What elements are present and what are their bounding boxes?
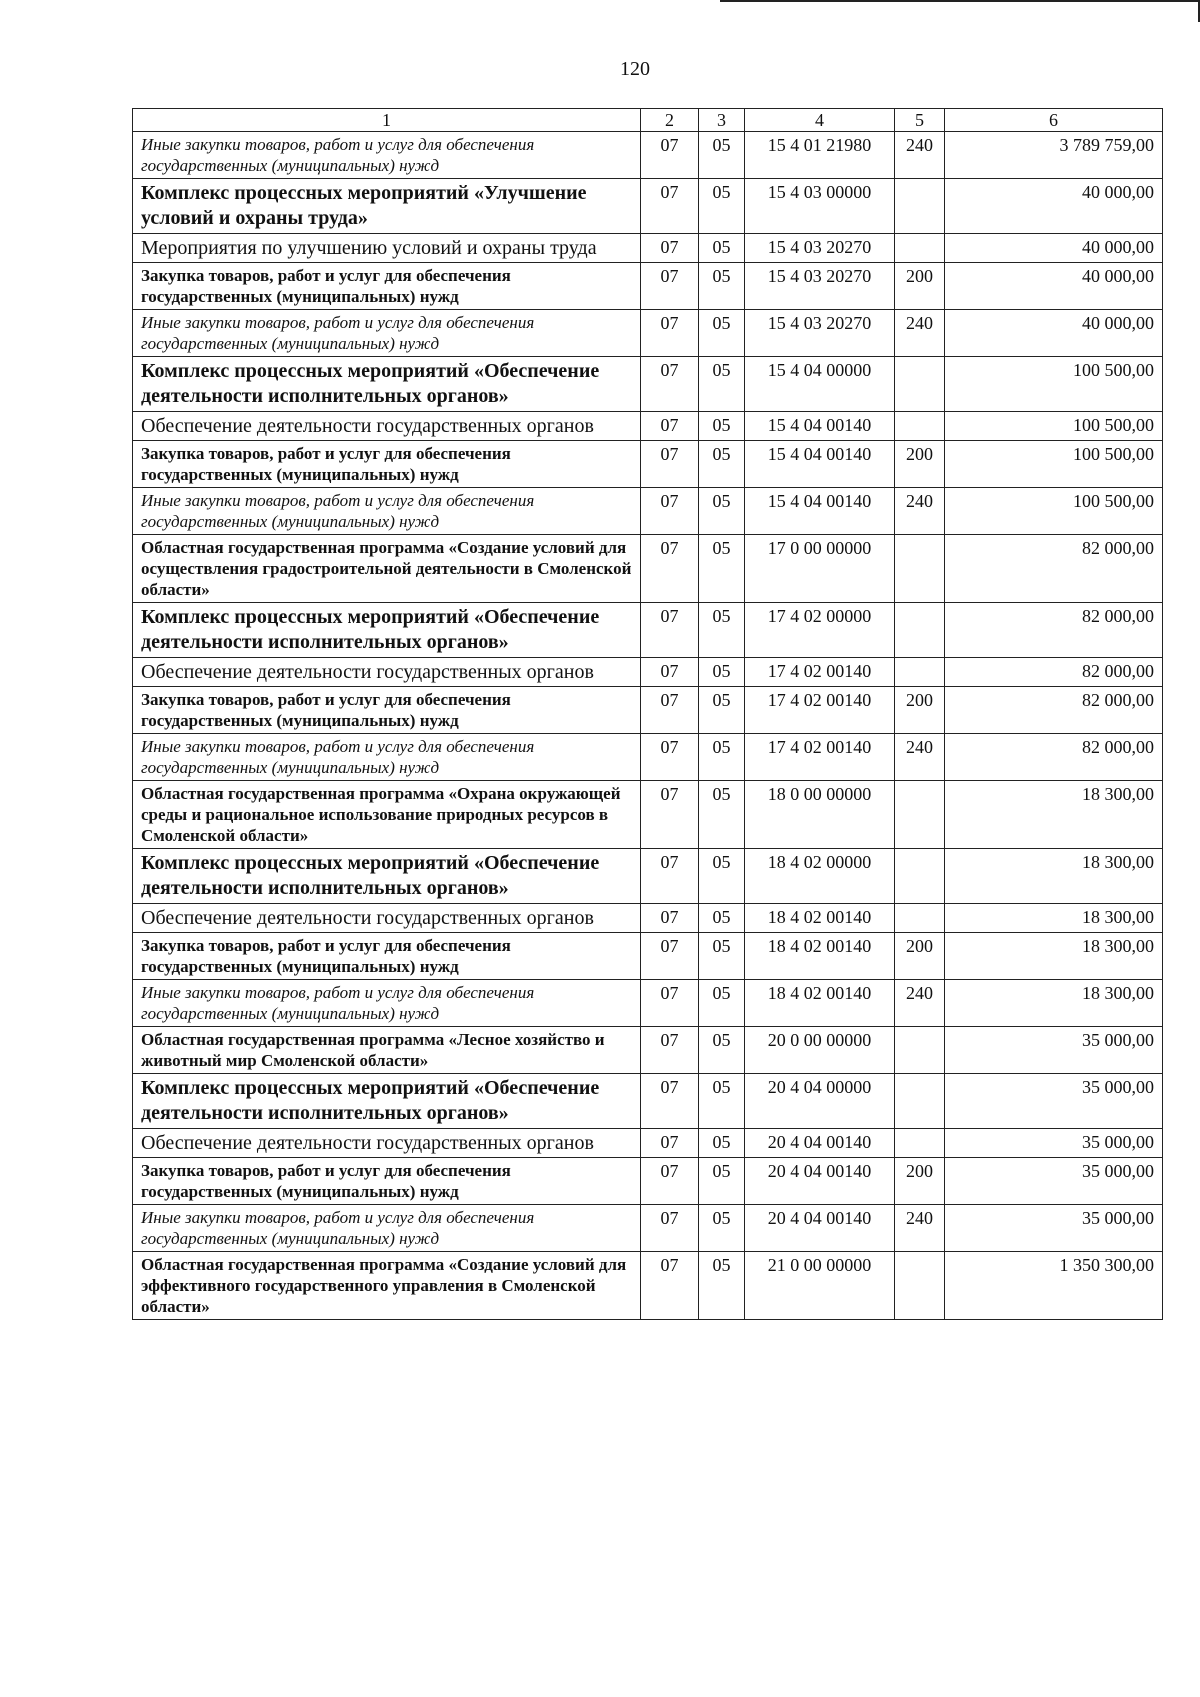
target-article-code: 18 4 02 00140 <box>745 904 895 933</box>
section-code: 07 <box>641 1074 699 1129</box>
item-name: Областная государственная программа «Охрана окружающей среды и рациональное использование природных ресурсов в Смоленской области» <box>133 781 641 849</box>
amount: 35 000,00 <box>945 1074 1163 1129</box>
table-row <box>133 781 1163 849</box>
target-article-code: 18 4 02 00140 <box>745 933 895 980</box>
table-row <box>133 849 1163 904</box>
table-row <box>133 1074 1163 1129</box>
expense-type-code: 200 <box>895 441 945 488</box>
amount: 82 000,00 <box>945 658 1163 687</box>
subsection-code: 05 <box>699 263 745 310</box>
expense-type-code: 240 <box>895 488 945 535</box>
section-code: 07 <box>641 904 699 933</box>
target-article-code: 17 4 02 00000 <box>745 603 895 658</box>
section-code: 07 <box>641 781 699 849</box>
table-body <box>133 132 1163 1320</box>
item-name: Комплекс процессных мероприятий «Обеспечение деятельности исполнительных органов» <box>133 1074 641 1129</box>
table-row <box>133 132 1163 179</box>
expense-type-code <box>895 781 945 849</box>
item-name: Комплекс процессных мероприятий «Улучшение условий и охраны труда» <box>133 179 641 234</box>
target-article-code: 20 4 04 00140 <box>745 1129 895 1158</box>
target-article-code: 18 0 00 00000 <box>745 781 895 849</box>
table-row <box>133 1252 1163 1320</box>
expense-type-code: 240 <box>895 980 945 1027</box>
expense-type-code <box>895 904 945 933</box>
header-col-4: 4 <box>745 109 895 132</box>
subsection-code: 05 <box>699 357 745 412</box>
section-code: 07 <box>641 603 699 658</box>
amount: 40 000,00 <box>945 263 1163 310</box>
table-row <box>133 603 1163 658</box>
subsection-code: 05 <box>699 488 745 535</box>
table-row <box>133 357 1163 412</box>
subsection-code: 05 <box>699 179 745 234</box>
item-name: Обеспечение деятельности государственных органов <box>133 412 641 441</box>
expense-type-code: 240 <box>895 310 945 357</box>
expense-type-code <box>895 849 945 904</box>
amount: 35 000,00 <box>945 1129 1163 1158</box>
section-code: 07 <box>641 849 699 904</box>
item-name: Закупка товаров, работ и услуг для обеспечения государственных (муниципальных) нужд <box>133 441 641 488</box>
section-code: 07 <box>641 687 699 734</box>
section-code: 07 <box>641 488 699 535</box>
table-row <box>133 310 1163 357</box>
expense-type-code <box>895 658 945 687</box>
section-code: 07 <box>641 1158 699 1205</box>
item-name: Областная государственная программа «Создание условий для эффективного государственного управления в Смоленской области» <box>133 1252 641 1320</box>
expense-type-code: 200 <box>895 687 945 734</box>
table-row <box>133 1205 1163 1252</box>
item-name: Иные закупки товаров, работ и услуг для обеспечения государственных (муниципальных) нужд <box>133 310 641 357</box>
subsection-code: 05 <box>699 781 745 849</box>
target-article-code: 15 4 03 20270 <box>745 234 895 263</box>
expense-type-code: 240 <box>895 1205 945 1252</box>
subsection-code: 05 <box>699 1027 745 1074</box>
expense-type-code <box>895 1129 945 1158</box>
expense-type-code: 240 <box>895 734 945 781</box>
item-name: Иные закупки товаров, работ и услуг для обеспечения государственных (муниципальных) нужд <box>133 980 641 1027</box>
subsection-code: 05 <box>699 310 745 357</box>
target-article-code: 18 4 02 00140 <box>745 980 895 1027</box>
subsection-code: 05 <box>699 658 745 687</box>
target-article-code: 15 4 04 00140 <box>745 441 895 488</box>
target-article-code: 15 4 03 20270 <box>745 263 895 310</box>
amount: 35 000,00 <box>945 1027 1163 1074</box>
section-code: 07 <box>641 310 699 357</box>
table-row <box>133 234 1163 263</box>
expense-type-code: 240 <box>895 132 945 179</box>
table-row <box>133 412 1163 441</box>
item-name: Закупка товаров, работ и услуг для обеспечения государственных (муниципальных) нужд <box>133 933 641 980</box>
subsection-code: 05 <box>699 687 745 734</box>
expense-type-code: 200 <box>895 933 945 980</box>
target-article-code: 15 4 04 00140 <box>745 488 895 535</box>
section-code: 07 <box>641 1205 699 1252</box>
table-row <box>133 1129 1163 1158</box>
target-article-code: 20 0 00 00000 <box>745 1027 895 1074</box>
section-code: 07 <box>641 179 699 234</box>
section-code: 07 <box>641 1252 699 1320</box>
subsection-code: 05 <box>699 734 745 781</box>
target-article-code: 15 4 01 21980 <box>745 132 895 179</box>
header-col-2: 2 <box>641 109 699 132</box>
amount: 82 000,00 <box>945 734 1163 781</box>
expense-type-code <box>895 603 945 658</box>
item-name: Обеспечение деятельности государственных органов <box>133 904 641 933</box>
section-code: 07 <box>641 933 699 980</box>
amount: 40 000,00 <box>945 310 1163 357</box>
top-border-line <box>720 0 1200 2</box>
target-article-code: 20 4 04 00140 <box>745 1158 895 1205</box>
target-article-code: 15 4 04 00000 <box>745 357 895 412</box>
amount: 100 500,00 <box>945 412 1163 441</box>
section-code: 07 <box>641 234 699 263</box>
subsection-code: 05 <box>699 1158 745 1205</box>
subsection-code: 05 <box>699 603 745 658</box>
amount: 100 500,00 <box>945 488 1163 535</box>
target-article-code: 15 4 03 00000 <box>745 179 895 234</box>
item-name: Обеспечение деятельности государственных органов <box>133 1129 641 1158</box>
amount: 100 500,00 <box>945 441 1163 488</box>
subsection-code: 05 <box>699 904 745 933</box>
amount: 82 000,00 <box>945 535 1163 603</box>
amount: 18 300,00 <box>945 849 1163 904</box>
item-name: Иные закупки товаров, работ и услуг для обеспечения государственных (муниципальных) нужд <box>133 1205 641 1252</box>
table-row <box>133 658 1163 687</box>
target-article-code: 21 0 00 00000 <box>745 1252 895 1320</box>
expense-type-code <box>895 412 945 441</box>
amount: 18 300,00 <box>945 781 1163 849</box>
target-article-code: 15 4 03 20270 <box>745 310 895 357</box>
section-code: 07 <box>641 412 699 441</box>
item-name: Иные закупки товаров, работ и услуг для обеспечения государственных (муниципальных) нужд <box>133 132 641 179</box>
section-code: 07 <box>641 535 699 603</box>
subsection-code: 05 <box>699 933 745 980</box>
table-row <box>133 687 1163 734</box>
target-article-code: 18 4 02 00000 <box>745 849 895 904</box>
amount: 35 000,00 <box>945 1205 1163 1252</box>
subsection-code: 05 <box>699 849 745 904</box>
subsection-code: 05 <box>699 535 745 603</box>
subsection-code: 05 <box>699 412 745 441</box>
amount: 40 000,00 <box>945 179 1163 234</box>
item-name: Мероприятия по улучшению условий и охраны труда <box>133 234 641 263</box>
amount: 82 000,00 <box>945 687 1163 734</box>
amount: 1 350 300,00 <box>945 1252 1163 1320</box>
subsection-code: 05 <box>699 1252 745 1320</box>
amount: 18 300,00 <box>945 904 1163 933</box>
header-row <box>133 109 1163 132</box>
table-row <box>133 441 1163 488</box>
item-name: Иные закупки товаров, работ и услуг для обеспечения государственных (муниципальных) нужд <box>133 488 641 535</box>
amount: 82 000,00 <box>945 603 1163 658</box>
subsection-code: 05 <box>699 234 745 263</box>
header-col-6: 6 <box>945 109 1163 132</box>
amount: 18 300,00 <box>945 980 1163 1027</box>
expense-type-code <box>895 1074 945 1129</box>
target-article-code: 20 4 04 00000 <box>745 1074 895 1129</box>
target-article-code: 20 4 04 00140 <box>745 1205 895 1252</box>
expense-type-code <box>895 535 945 603</box>
table-row <box>133 1027 1163 1074</box>
section-code: 07 <box>641 1027 699 1074</box>
section-code: 07 <box>641 263 699 310</box>
item-name: Закупка товаров, работ и услуг для обеспечения государственных (муниципальных) нужд <box>133 1158 641 1205</box>
expense-type-code <box>895 1027 945 1074</box>
subsection-code: 05 <box>699 1129 745 1158</box>
amount: 3 789 759,00 <box>945 132 1163 179</box>
table-row <box>133 263 1163 310</box>
target-article-code: 15 4 04 00140 <box>745 412 895 441</box>
table-row <box>133 1158 1163 1205</box>
section-code: 07 <box>641 357 699 412</box>
table-row <box>133 933 1163 980</box>
expense-type-code: 200 <box>895 263 945 310</box>
item-name: Обеспечение деятельности государственных органов <box>133 658 641 687</box>
section-code: 07 <box>641 734 699 781</box>
table-row <box>133 488 1163 535</box>
expense-type-code <box>895 234 945 263</box>
section-code: 07 <box>641 658 699 687</box>
table-row <box>133 179 1163 234</box>
item-name: Комплекс процессных мероприятий «Обеспечение деятельности исполнительных органов» <box>133 849 641 904</box>
item-name: Закупка товаров, работ и услуг для обеспечения государственных (муниципальных) нужд <box>133 687 641 734</box>
item-name: Комплекс процессных мероприятий «Обеспечение деятельности исполнительных органов» <box>133 357 641 412</box>
subsection-code: 05 <box>699 1205 745 1252</box>
amount: 40 000,00 <box>945 234 1163 263</box>
header-col-1: 1 <box>133 109 641 132</box>
amount: 100 500,00 <box>945 357 1163 412</box>
target-article-code: 17 4 02 00140 <box>745 658 895 687</box>
subsection-code: 05 <box>699 1074 745 1129</box>
amount: 18 300,00 <box>945 933 1163 980</box>
header-col-5: 5 <box>895 109 945 132</box>
section-code: 07 <box>641 1129 699 1158</box>
item-name: Комплекс процессных мероприятий «Обеспечение деятельности исполнительных органов» <box>133 603 641 658</box>
table-row <box>133 535 1163 603</box>
expense-type-code <box>895 1252 945 1320</box>
item-name: Иные закупки товаров, работ и услуг для обеспечения государственных (муниципальных) нужд <box>133 734 641 781</box>
page-number: 120 <box>620 58 650 80</box>
section-code: 07 <box>641 132 699 179</box>
table-row <box>133 980 1163 1027</box>
table-row <box>133 734 1163 781</box>
target-article-code: 17 0 00 00000 <box>745 535 895 603</box>
subsection-code: 05 <box>699 132 745 179</box>
budget-table <box>132 108 1163 1320</box>
amount: 35 000,00 <box>945 1158 1163 1205</box>
section-code: 07 <box>641 980 699 1027</box>
section-code: 07 <box>641 441 699 488</box>
item-name: Областная государственная программа «Создание условий для осуществления градостроительной деятельности в Смоленской области» <box>133 535 641 603</box>
subsection-code: 05 <box>699 441 745 488</box>
subsection-code: 05 <box>699 980 745 1027</box>
table-row <box>133 904 1163 933</box>
target-article-code: 17 4 02 00140 <box>745 734 895 781</box>
expense-type-code <box>895 179 945 234</box>
item-name: Закупка товаров, работ и услуг для обеспечения государственных (муниципальных) нужд <box>133 263 641 310</box>
header-col-3: 3 <box>699 109 745 132</box>
expense-type-code: 200 <box>895 1158 945 1205</box>
expense-type-code <box>895 357 945 412</box>
target-article-code: 17 4 02 00140 <box>745 687 895 734</box>
item-name: Областная государственная программа «Лесное хозяйство и животный мир Смоленской области» <box>133 1027 641 1074</box>
